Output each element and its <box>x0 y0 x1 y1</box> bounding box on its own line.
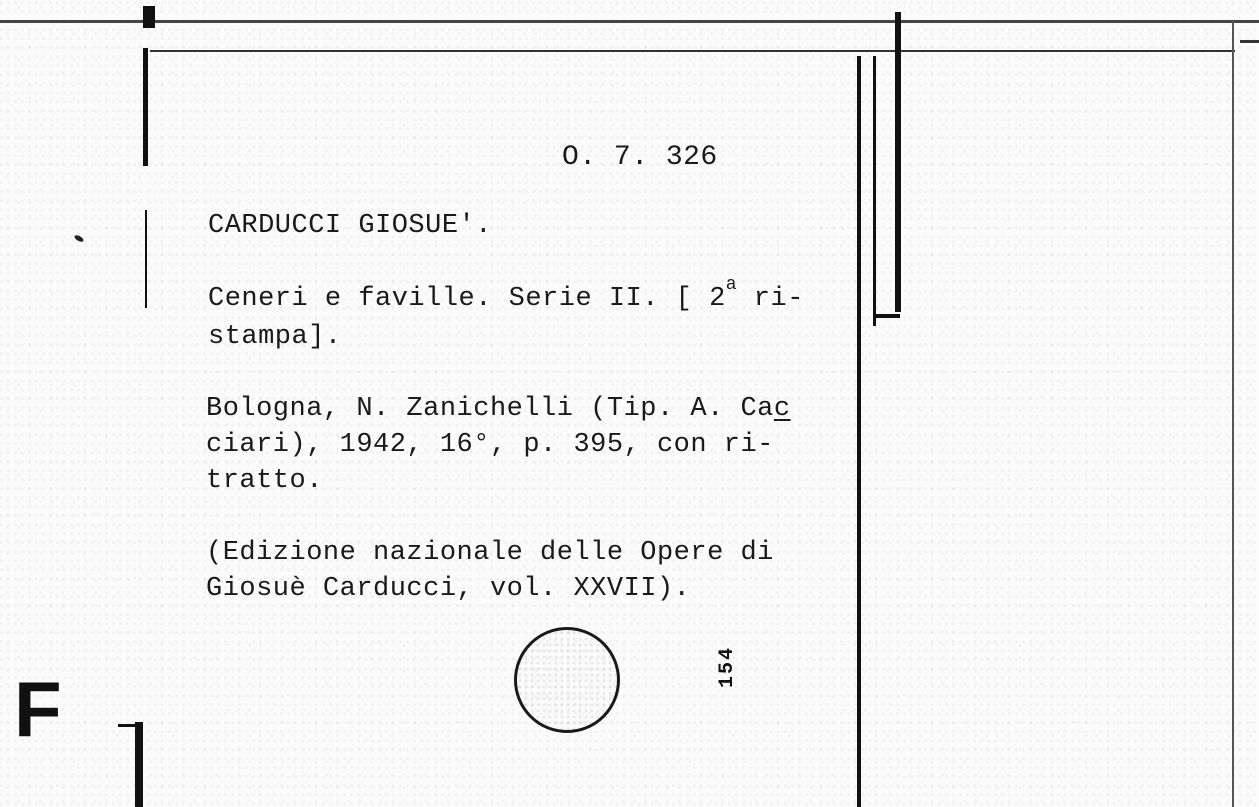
author-heading: CARDUCCI GIOSUE'. <box>208 211 492 241</box>
imprint-line-1-start: Bologna, N. Zanichelli (Tip. A. Ca <box>206 394 774 424</box>
series-line-1: (Edizione nazionale delle Opere di <box>206 538 774 568</box>
far-right-rule <box>1232 20 1234 807</box>
left-bracket-top-tick <box>143 6 155 28</box>
left-bracket-thin <box>145 210 147 308</box>
left-bracket-bottom-tick <box>118 724 138 727</box>
top-border-line <box>0 20 1259 23</box>
left-bracket-bottom <box>135 722 143 807</box>
right-bracket-foot <box>876 314 900 318</box>
top-rule <box>150 50 1235 52</box>
right-column-line <box>857 56 861 807</box>
shelfmark: O. 7. 326 <box>562 142 718 173</box>
series-statement <box>206 535 774 607</box>
right-bracket <box>895 12 901 312</box>
imprint-line-1-underlined: c <box>773 394 791 424</box>
left-bracket-top <box>143 48 148 166</box>
far-right-tick <box>1240 40 1259 43</box>
right-column-line-2 <box>873 56 876 326</box>
title-line-1-start: Ceneri e faville. Serie II. [ 2 <box>208 284 726 314</box>
imprint-line-3: tratto. <box>206 466 323 496</box>
title-superscript: a <box>725 275 738 295</box>
stamp-number: 154 <box>716 645 739 688</box>
series-line-2: Giosuè Carducci, vol. XXVII). <box>206 574 691 604</box>
imprint-line-2: ciari), 1942, 16°, p. 395, con ri- <box>206 430 774 460</box>
library-stamp <box>514 627 620 733</box>
title-line-2: stampa]. <box>208 322 342 352</box>
imprint-statement <box>206 391 791 499</box>
margin-letter: F <box>14 665 62 753</box>
title-statement <box>208 275 804 355</box>
title-line-1-end: ri- <box>737 284 804 314</box>
